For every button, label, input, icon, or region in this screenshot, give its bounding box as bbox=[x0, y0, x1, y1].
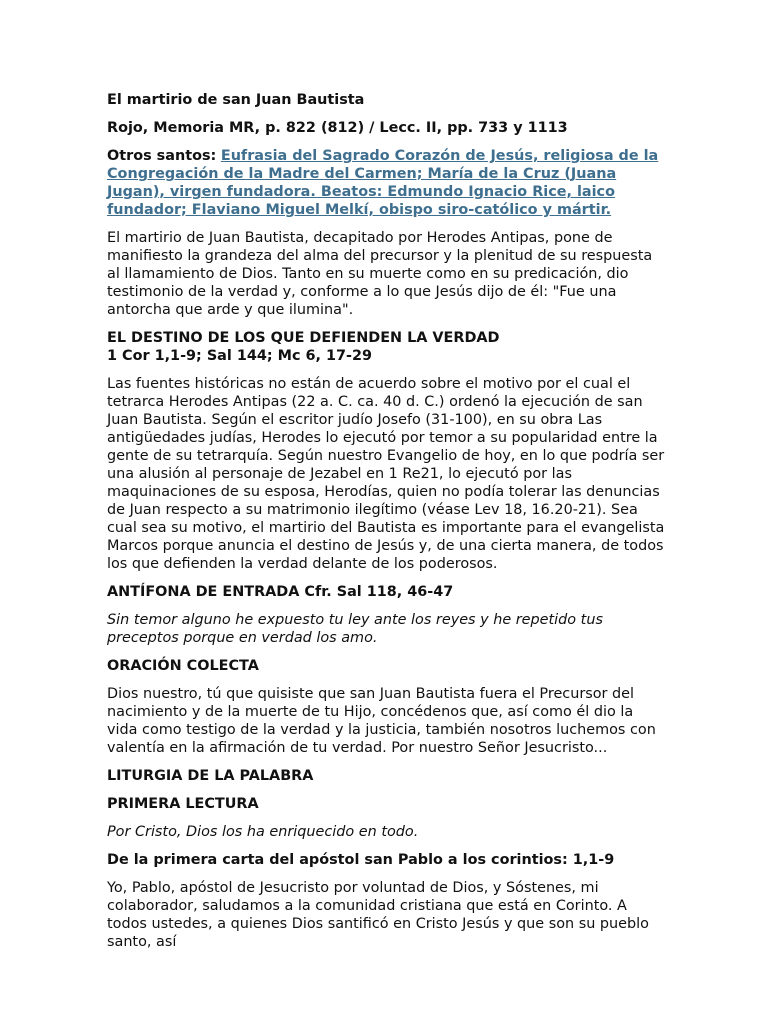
other-saints-paragraph bbox=[107, 147, 667, 219]
document-title: El martirio de san Juan Bautista bbox=[107, 92, 365, 108]
colecta-text: Dios nuestro, tú que quisiste que san Juan Bautista fuera el Precursor del nacimiento y de la muerte de tu Hijo, concédenos que, así como él dio la vida como testigo de la verdad y la justicia, también nosotros luchemos con valentía en la afirmación de tu verdad. Por nuestro Señor Jesucristo... bbox=[107, 686, 656, 756]
other-saints-label: Otros santos: bbox=[107, 148, 217, 164]
section-heading-colecta: ORACIÓN COLECTA bbox=[107, 658, 259, 674]
section-refs-destino: 1 Cor 1,1-9; Sal 144; Mc 6, 17-29 bbox=[107, 348, 373, 364]
section-heading-carta: De la primera carta del apóstol san Pablo a los corintios: 1,1-9 bbox=[107, 852, 615, 868]
intro-paragraph: El martirio de Juan Bautista, decapitado por Herodes Antipas, pone de manifiesto la grandeza del alma del precursor y la plenitud de su respuesta al llamamiento de Dios. Tanto en su muerte como en su predicación, dio testimonio de la verdad y, conforme a lo que Jesús dijo de él: "Fue una antorcha que arde y que ilumina". bbox=[107, 230, 653, 318]
section-heading-liturgia: LITURGIA DE LA PALABRA bbox=[107, 768, 314, 784]
section-heading-antifona: ANTÍFONA DE ENTRADA Cfr. Sal 118, 46-47 bbox=[107, 584, 454, 600]
antifona-text: Sin temor alguno he expuesto tu ley ante los reyes y he repetido tus preceptos porque en verdad los amo. bbox=[107, 612, 603, 646]
section-heading-primera-lectura: PRIMERA LECTURA bbox=[107, 796, 259, 812]
section-heading-destino: EL DESTINO DE LOS QUE DEFIENDEN LA VERDAD bbox=[107, 330, 500, 346]
destino-paragraph: Las fuentes históricas no están de acuerdo sobre el motivo por el cual el tetrarca Herodes Antipas (22 a. C. ca. 40 d. C.) ordenó la ejecución de san Juan Bautista. Según el escritor judío Josefo (31-100), en su obra Las antigüedades judías, Herodes lo ejecutó por temor a su popularidad entre la gente de su tetrarquía. Según nuestro Evangelio de hoy, en lo que podría ser una alusión al personaje de Jezabel en 1 Re21, lo ejecutó por las maquinaciones de su esposa, Herodías, quien no podía tolerar las denuncias de Juan respecto a su matrimonio ilegítimo (véase Lev 18, 16.20-21). Sea cual sea su motivo, el martirio del Bautista es importante para el evangelista Marcos porque anuncia el destino de Jesús y, de una cierta manera, de todos los que defienden la verdad delante de los poderosos. bbox=[107, 376, 665, 572]
primera-lectura-subtitle: Por Cristo, Dios los ha enriquecido en todo. bbox=[107, 824, 419, 840]
document-page bbox=[107, 91, 667, 961]
liturgical-reference: Rojo, Memoria MR, p. 822 (812) / Lecc. II, pp. 733 y 1113 bbox=[107, 120, 568, 136]
other-saints-link[interactable]: Eufrasia del Sagrado Corazón de Jesús, religiosa de la Congregación de la Madre del Carmen; María de la Cruz (Juana Jugan), virgen fundadora. Beatos: Edmundo Ignacio Rice, laico fundador; Flaviano Miguel Melkí, obispo siro-católico y mártir. bbox=[107, 148, 659, 218]
carta-text: Yo, Pablo, apóstol de Jesucristo por voluntad de Dios, y Sóstenes, mi colaborador, saludamos a la comunidad cristiana que está en Corinto. A todos ustedes, a quienes Dios santificó en Cristo Jesús y que son su pueblo santo, así bbox=[107, 880, 649, 950]
